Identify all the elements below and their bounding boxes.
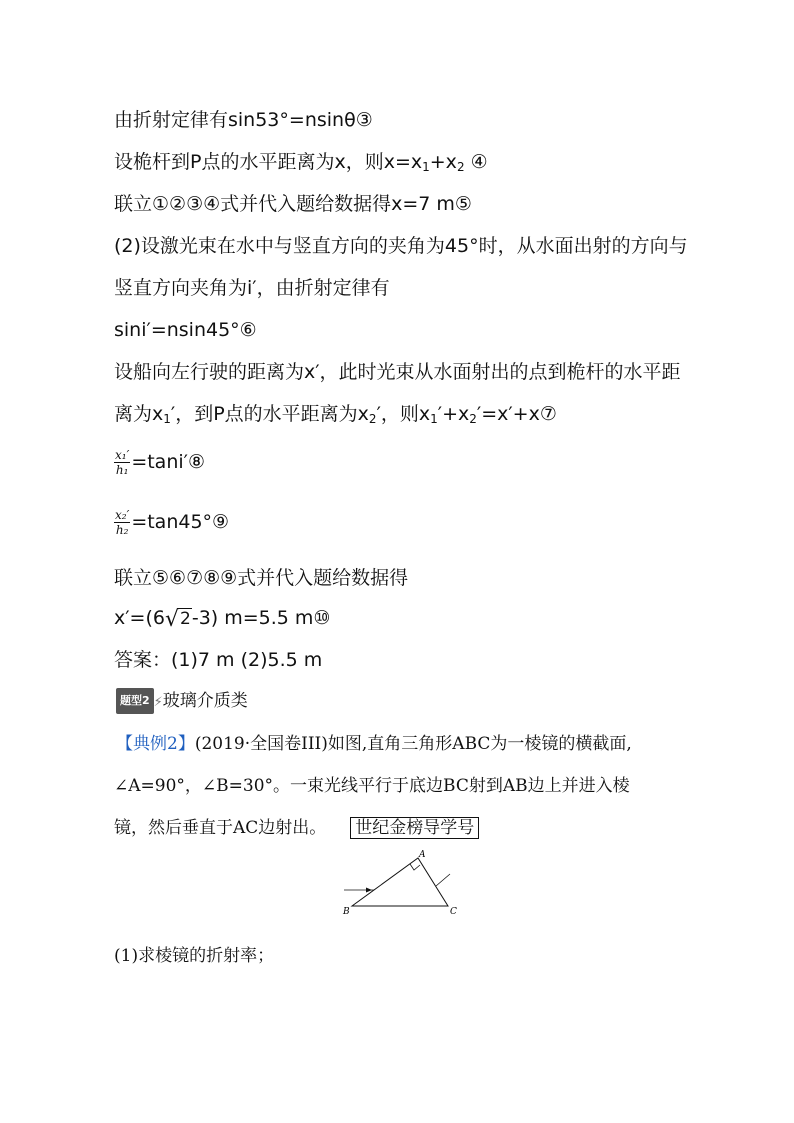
example-line-1 bbox=[116, 732, 632, 756]
text: x′=(6 bbox=[114, 607, 165, 629]
text: ′，到P点的水平距离为x bbox=[170, 403, 369, 425]
text: =tan45°⑨ bbox=[131, 511, 230, 533]
example-label: 【典例2】 bbox=[116, 734, 195, 754]
fraction-denominator: h₂ bbox=[115, 523, 129, 537]
line-combine: 联立⑤⑥⑦⑧⑨式并代入题给数据得 bbox=[114, 567, 409, 589]
line-sin-equation: sini′=nsin45°⑥ bbox=[114, 319, 257, 341]
sqrt-expression bbox=[165, 606, 192, 632]
text: 设桅杆到P点的水平距离为x，则x=x bbox=[114, 151, 423, 173]
text: =tani′⑧ bbox=[131, 451, 205, 473]
prism-figure bbox=[340, 850, 470, 920]
vertex-label-b: B bbox=[343, 907, 350, 917]
exit-ray bbox=[436, 874, 450, 886]
section-heading bbox=[116, 688, 248, 715]
line-tan-45 bbox=[114, 508, 229, 537]
textbook-code-box: 世纪金榜导学号 bbox=[350, 817, 479, 839]
text: ④ bbox=[470, 151, 488, 173]
line-answer: 答案：(1)7 m (2)5.5 m bbox=[114, 649, 323, 671]
lightning-icon: ⚡ bbox=[153, 695, 163, 710]
fraction-x1-h1 bbox=[114, 448, 130, 477]
fraction-numerator: x₁′ bbox=[115, 448, 130, 462]
text: ′，则x bbox=[376, 403, 431, 425]
text: ′=x′+x⑦ bbox=[476, 403, 557, 425]
section-title: 玻璃介质类 bbox=[162, 691, 248, 711]
line-result-x: 联立①②③④式并代入题给数据得x=7 m⑤ bbox=[114, 193, 472, 215]
subscript: 2 bbox=[456, 160, 465, 174]
subscript: 1 bbox=[430, 412, 438, 426]
line-vertical-angle: 竖直方向夹角为i′，由折射定律有 bbox=[114, 277, 390, 299]
text: 镜，然后垂直于AC边射出。 bbox=[114, 818, 327, 838]
line-final-result bbox=[114, 606, 330, 632]
fraction-x2-h2 bbox=[114, 508, 130, 537]
subscript: 2 bbox=[368, 412, 377, 426]
subscript: 2 bbox=[469, 412, 477, 426]
line-part2-intro: (2)设激光束在水中与竖直方向的夹角为45°时，从水面出射的方向与 bbox=[114, 235, 688, 257]
line-horizontal-distances bbox=[114, 402, 557, 426]
text: +x bbox=[429, 151, 457, 173]
line-distance-x bbox=[114, 150, 488, 174]
line-boat-distance: 设船向左行驶的距离为x′，此时光束从水面射出的点到桅杆的水平距 bbox=[114, 361, 681, 383]
example-line-3 bbox=[114, 816, 479, 840]
fraction-numerator: x₂′ bbox=[115, 508, 130, 522]
line-refraction-law: 由折射定律有sin53°=nsinθ③ bbox=[114, 109, 373, 131]
subscript: 1 bbox=[422, 160, 430, 174]
subscript: 1 bbox=[163, 412, 171, 426]
triangle-abc bbox=[352, 858, 448, 906]
line-tan-i bbox=[114, 448, 205, 477]
vertex-label-a: A bbox=[419, 850, 426, 860]
section-badge: 题型2 bbox=[116, 688, 154, 714]
example-line-2: ∠A=90°，∠B=30°。一束光线平行于底边BC射到AB边上并进入棱 bbox=[114, 776, 630, 796]
radicand: 2 bbox=[180, 609, 191, 629]
question-1: (1)求棱镜的折射率； bbox=[114, 946, 275, 966]
text: 离为x bbox=[114, 403, 164, 425]
radical-sign: √ bbox=[164, 607, 180, 632]
fraction-denominator: h₁ bbox=[115, 463, 129, 477]
right-angle-mark bbox=[410, 864, 420, 870]
text: (2019·全国卷III)如图,直角三角形ABC为一棱镜的横截面, bbox=[194, 734, 632, 754]
vertex-label-c: C bbox=[450, 907, 457, 917]
text: -3) m=5.5 m⑩ bbox=[191, 607, 331, 629]
text: ′+x bbox=[437, 403, 470, 425]
